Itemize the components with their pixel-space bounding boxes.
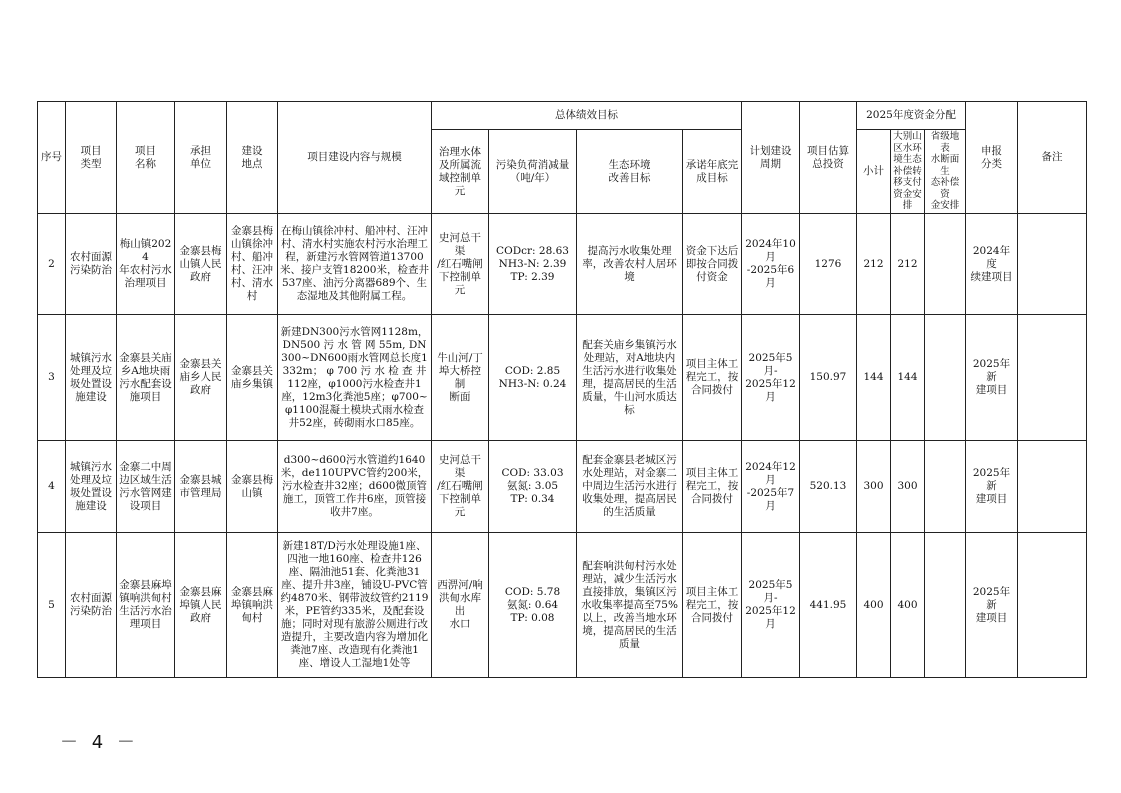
header-fund-group: 2025年度资金分配 xyxy=(857,102,966,130)
header-name: 项目 名称 xyxy=(117,102,175,214)
header-seq: 序号 xyxy=(38,102,66,214)
row-fund-prov xyxy=(925,214,966,315)
row-invest: 150.97 xyxy=(800,315,857,441)
row-remark xyxy=(1018,441,1087,533)
header-type: 项目 类型 xyxy=(66,102,117,214)
row-remark xyxy=(1018,533,1087,678)
table-row xyxy=(38,214,1087,315)
row-invest: 520.13 xyxy=(800,441,857,533)
header-fund-prov: 省级地表 水断面生 态补偿资 金安排 xyxy=(925,130,966,214)
row-location: 金寨县梅 山镇徐冲 村、船冲 村、汪冲 村、清水 村 xyxy=(227,214,278,315)
row-category: 2025年新 建项目 xyxy=(966,315,1018,441)
header-perf-group: 总体绩效目标 xyxy=(432,102,742,130)
row-name: 金寨二中周 边区域生活 污水管网建 设项目 xyxy=(117,441,175,533)
header-perf-area: 治理水体 及所属流 域控制单 元 xyxy=(432,130,489,214)
row-promise: 项目主体工 程完工，按 合同拨付 xyxy=(683,315,742,441)
row-content: d300~d600污水管道约1640米，de110UPVC管约200米，污水检查井32座；d600微顶管施工，顶管工作井6座，顶管接收井7座。 xyxy=(278,441,432,533)
table-row xyxy=(38,533,1087,678)
row-category: 2025年新 建项目 xyxy=(966,441,1018,533)
row-category: 2025年新 建项目 xyxy=(966,533,1018,678)
row-type: 城镇污水 处理及垃 圾处置设 施建设 xyxy=(66,441,117,533)
row-load: COD: 2.85 NH3-N: 0.24 xyxy=(489,315,577,441)
row-name: 金寨县关庙 乡A地块雨 污水配套设 施项目 xyxy=(117,315,175,441)
row-type: 农村面源 污染防治 xyxy=(66,214,117,315)
row-location: 金寨县麻 埠镇响洪 甸村 xyxy=(227,533,278,678)
row-location: 金寨县关 庙乡集镇 xyxy=(227,315,278,441)
row-invest: 1276 xyxy=(800,214,857,315)
row-remark xyxy=(1018,315,1087,441)
row-area: 史河总干渠 /红石嘴闸 下控制单元 xyxy=(432,441,489,533)
row-promise: 资金下达后 即按合同拨 付资金 xyxy=(683,214,742,315)
row-period: 2025年5月- 2025年12月 xyxy=(742,315,800,441)
header-perf-eco: 生态环境 改善目标 xyxy=(577,130,683,214)
row-content: 新建18T/D污水处理设施1座、四池一地160座、检查井126座、隔油池51套、化粪池31座、提升井3座，铺设U-PVC管约4870米、钢带波纹管约2119米，PE管约335米，及配套设施；同时对现有旅游公厕进行改造提升，主要改造内容为增加化粪池7座、改造现有化粪池1座、增设人工湿地1处等 xyxy=(278,533,432,678)
row-unit: 金寨县梅 山镇人民 政府 xyxy=(175,214,227,315)
row-fund-dbs: 300 xyxy=(891,441,925,533)
row-period: 2024年10月 -2025年6月 xyxy=(742,214,800,315)
row-fund-sub: 144 xyxy=(857,315,891,441)
row-fund-sub: 212 xyxy=(857,214,891,315)
row-area: 史河总干渠 /红石嘴闸 下控制单元 xyxy=(432,214,489,315)
row-seq: 3 xyxy=(38,315,66,441)
row-name: 金寨县麻埠 镇响洪甸村 生活污水治 理项目 xyxy=(117,533,175,678)
header-category: 申报 分类 xyxy=(966,102,1018,214)
table-row xyxy=(38,441,1087,533)
header-fund-sub: 小计 xyxy=(857,130,891,214)
row-load: CODcr: 28.63 NH3-N: 2.39 TP: 2.39 xyxy=(489,214,577,315)
row-eco: 配套响洪甸村污水处理站，减少生活污水直接排放，集镇区污水收集率提高至75%以上，改善当地水环境，提高居民的生活质量 xyxy=(577,533,683,678)
row-fund-prov xyxy=(925,315,966,441)
header-unit: 承担 单位 xyxy=(175,102,227,214)
row-eco: 配套金寨县老城区污水处理站，对金寨二中周边生活污水进行收集处理，提高居民的生活质量 xyxy=(577,441,683,533)
row-eco: 配套关庙乡集镇污水处理站，对A地块内生活污水进行收集处理，提高居民的生活质量，牛山河水质达标 xyxy=(577,315,683,441)
header-remark: 备注 xyxy=(1018,102,1087,214)
row-promise: 项目主体工 程完工，按 合同拨付 xyxy=(683,533,742,678)
row-fund-dbs: 400 xyxy=(891,533,925,678)
row-seq: 5 xyxy=(38,533,66,678)
row-eco: 提高污水收集处理率，改善农村人居环境 xyxy=(577,214,683,315)
row-invest: 441.95 xyxy=(800,533,857,678)
page-number: － 4 － xyxy=(60,732,139,753)
row-type: 农村面源 污染防治 xyxy=(66,533,117,678)
row-fund-prov xyxy=(925,441,966,533)
project-table xyxy=(37,101,1087,678)
row-seq: 2 xyxy=(38,214,66,315)
row-fund-sub: 300 xyxy=(857,441,891,533)
row-unit: 金寨县关 庙乡人民 政府 xyxy=(175,315,227,441)
row-load: COD: 5.78 氨氮: 0.64 TP: 0.08 xyxy=(489,533,577,678)
row-fund-dbs: 144 xyxy=(891,315,925,441)
row-fund-sub: 400 xyxy=(857,533,891,678)
row-content: 在梅山镇徐冲村、船冲村、汪冲村、清水村实施农村污水治理工程，新建污水管网管道13700米、接户支管18200米，检查井537座、油污分离器689个、生态湿地及其他附属工程。 xyxy=(278,214,432,315)
header-perf-load: 污染负荷消减量 （吨/年） xyxy=(489,130,577,214)
row-location: 金寨县梅 山镇 xyxy=(227,441,278,533)
row-unit: 金寨县城 市管理局 xyxy=(175,441,227,533)
row-area: 牛山河/丁 埠大桥控制 断面 xyxy=(432,315,489,441)
row-area: 西淠河/响 洪甸水库出 水口 xyxy=(432,533,489,678)
header-perf-promise: 承诺年底完 成目标 xyxy=(683,130,742,214)
row-fund-dbs: 212 xyxy=(891,214,925,315)
row-remark xyxy=(1018,214,1087,315)
header-fund-dbs: 大别山 区水环 境生态 补偿转 移支付 资金安 排 xyxy=(891,130,925,214)
row-content: 新建DN300污水管网1128m，DN500 污 水 管 网 55m, DN300~DN600雨水管网总长度1332m； φ 700 污 水 检 查 井 112座，φ1000污水检查井1座，12m3化粪池5座；φ700~φ1100混凝土模块式雨水检查井52座，砖砌雨水口85座。 xyxy=(278,315,432,441)
row-type: 城镇污水 处理及垃 圾处置设 施建设 xyxy=(66,315,117,441)
header-invest: 项目估算 总投资 xyxy=(800,102,857,214)
row-seq: 4 xyxy=(38,441,66,533)
row-load: COD: 33.03 氨氮: 3.05 TP: 0.34 xyxy=(489,441,577,533)
row-unit: 金寨县麻 埠镇人民 政府 xyxy=(175,533,227,678)
row-period: 2025年5月- 2025年12月 xyxy=(742,533,800,678)
table-row xyxy=(38,315,1087,441)
row-fund-prov xyxy=(925,533,966,678)
row-period: 2024年12月 -2025年7月 xyxy=(742,441,800,533)
header-content: 项目建设内容与规模 xyxy=(278,102,432,214)
row-name: 梅山镇2024 年农村污水 治理项目 xyxy=(117,214,175,315)
header-location: 建设 地点 xyxy=(227,102,278,214)
row-category: 2024年度 续建项目 xyxy=(966,214,1018,315)
row-promise: 项目主体工 程完工，按 合同拨付 xyxy=(683,441,742,533)
header-period: 计划建设 周期 xyxy=(742,102,800,214)
